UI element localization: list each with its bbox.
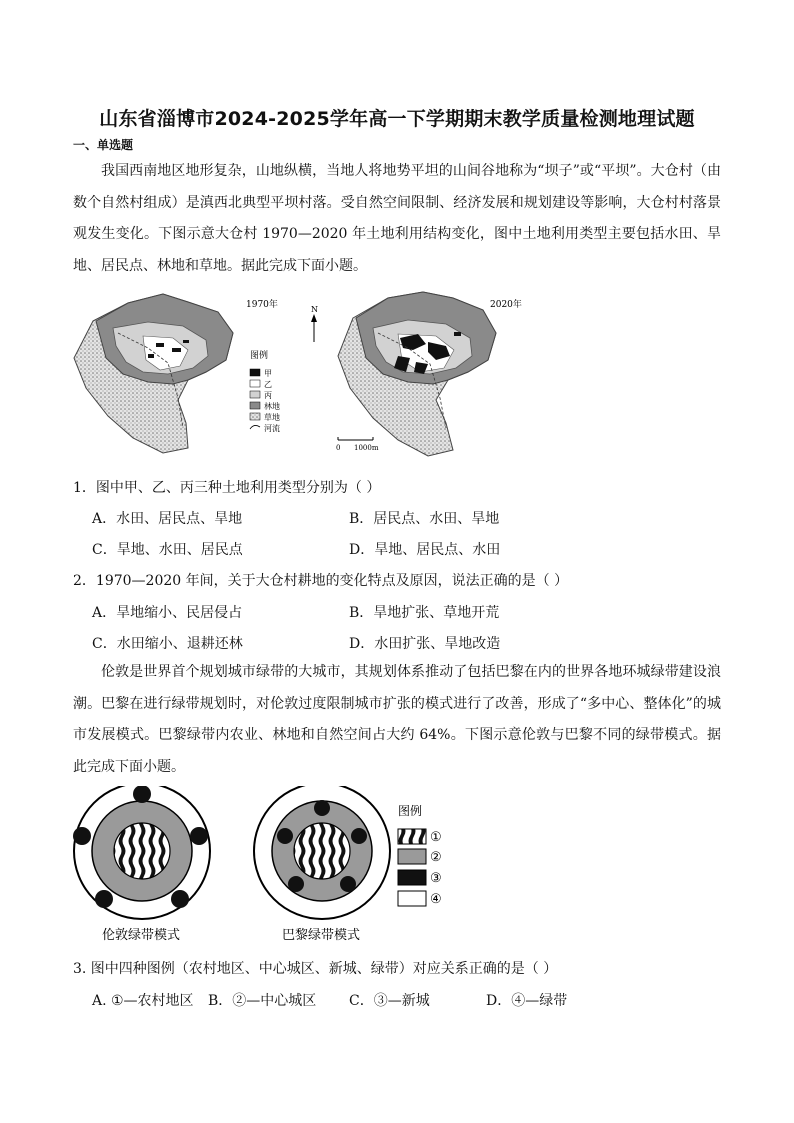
map-legend [250, 349, 280, 433]
scale-label: 1000m [354, 444, 379, 452]
question-2-option-c[interactable]: C．水田缩小、退耕还林 [92, 636, 243, 652]
passage-1: 我国西南地区地形复杂，山地纵横，当地人将地势平坦的山间谷地称为“坝子”或“平坝”。大仓村（由数个自然村组成）是滇西北典型平坝村落。受自然空间限制、经济发展和规划建设等影响，大仓村村落景观发生变化。下图示意大仓村 1970—2020 年土地利用结构变化，图中土地利用类型主要包括水田、旱地、居民点、林地和草地。据此完成下面小题。 [73, 163, 721, 274]
map-2020-label: 2020年 [490, 300, 522, 310]
map-2020 [338, 292, 496, 456]
north-label: N [311, 305, 318, 314]
paris-caption: 巴黎绿带模式 [282, 928, 361, 943]
passage-2: 伦敦是世界首个规划城市绿带的大城市，其规划体系推动了包括巴黎在内的世界各地环城绿带建设浪潮。巴黎在进行绿带规划时，对伦敦过度限制城市扩张的模式进行了改善，形成了“多中心、整体化”的城市发展模式。巴黎绿带内农业、林地和自然空间占大约 64%。下图示意伦敦与巴黎不同的绿带模式。据此完成下面小题。 [73, 664, 721, 775]
page-title: 山东省淄博市2024-2025学年高一下学期期末教学质量检测地理试题 [99, 108, 695, 130]
legend-item-grass: 草地 [264, 413, 280, 422]
scale-zero: 0 [336, 444, 341, 452]
question-1-option-b[interactable]: B．居民点、水田、旱地 [349, 511, 500, 527]
belt-legend-4: ④ [430, 892, 442, 907]
question-3-option-c[interactable]: C．③—新城 [349, 993, 430, 1009]
belt-legend-2: ② [430, 850, 442, 865]
scale-bar [338, 437, 373, 440]
question-2-option-b[interactable]: B．旱地扩张、草地开荒 [349, 605, 500, 621]
legend-item-forest: 林地 [264, 402, 280, 411]
legend-item-yi: 乙 [264, 380, 272, 389]
green-belt-figure [68, 786, 468, 946]
legend-item-bing: 丙 [264, 391, 272, 400]
question-3-option-d[interactable]: D．④—绿带 [486, 993, 568, 1009]
legend-item-jia: 甲 [264, 369, 272, 378]
section-heading: 一、单选题 [73, 138, 134, 152]
question-1-stem: 1．图中甲、乙、丙三种土地利用类型分别为（ ） [73, 480, 381, 496]
question-3-stem: 3. 图中四种图例（农村地区、中心城区、新城、绿带）对应关系正确的是（ ） [73, 961, 558, 977]
question-2-option-d[interactable]: D．水田扩张、旱地改造 [349, 636, 501, 652]
question-1-option-a[interactable]: A．水田、居民点、旱地 [92, 511, 243, 527]
map-1970 [74, 294, 233, 453]
belt-legend-3: ③ [430, 871, 442, 886]
river-legend-icon [250, 425, 260, 429]
question-2-stem: 2．1970—2020 年间，关于大仓村耕地的变化特点及原因，说法正确的是（ ） [73, 573, 569, 589]
north-arrow-icon [311, 314, 317, 342]
question-2-option-a[interactable]: A．旱地缩小、民居侵占 [92, 605, 243, 621]
london-caption: 伦敦绿带模式 [102, 928, 181, 943]
belt-legend-1: ① [430, 830, 442, 845]
belt-legend-title: 图例 [398, 804, 423, 818]
london-belt-diagram [73, 786, 210, 919]
map-1970-label: 1970年 [246, 300, 278, 310]
question-1-option-c[interactable]: C．旱地、水田、居民点 [92, 542, 243, 558]
question-3-option-a[interactable]: A. ①—农村地区 [92, 993, 194, 1009]
paris-belt-diagram [254, 786, 390, 919]
question-3-option-b[interactable]: B．②—中心城区 [208, 993, 317, 1009]
land-use-map-figure [68, 288, 538, 460]
legend-item-river: 河流 [264, 424, 280, 433]
question-1-option-d[interactable]: D．旱地、居民点、水田 [349, 542, 501, 558]
belt-legend [398, 803, 442, 907]
map-legend-title: 图例 [250, 351, 269, 361]
